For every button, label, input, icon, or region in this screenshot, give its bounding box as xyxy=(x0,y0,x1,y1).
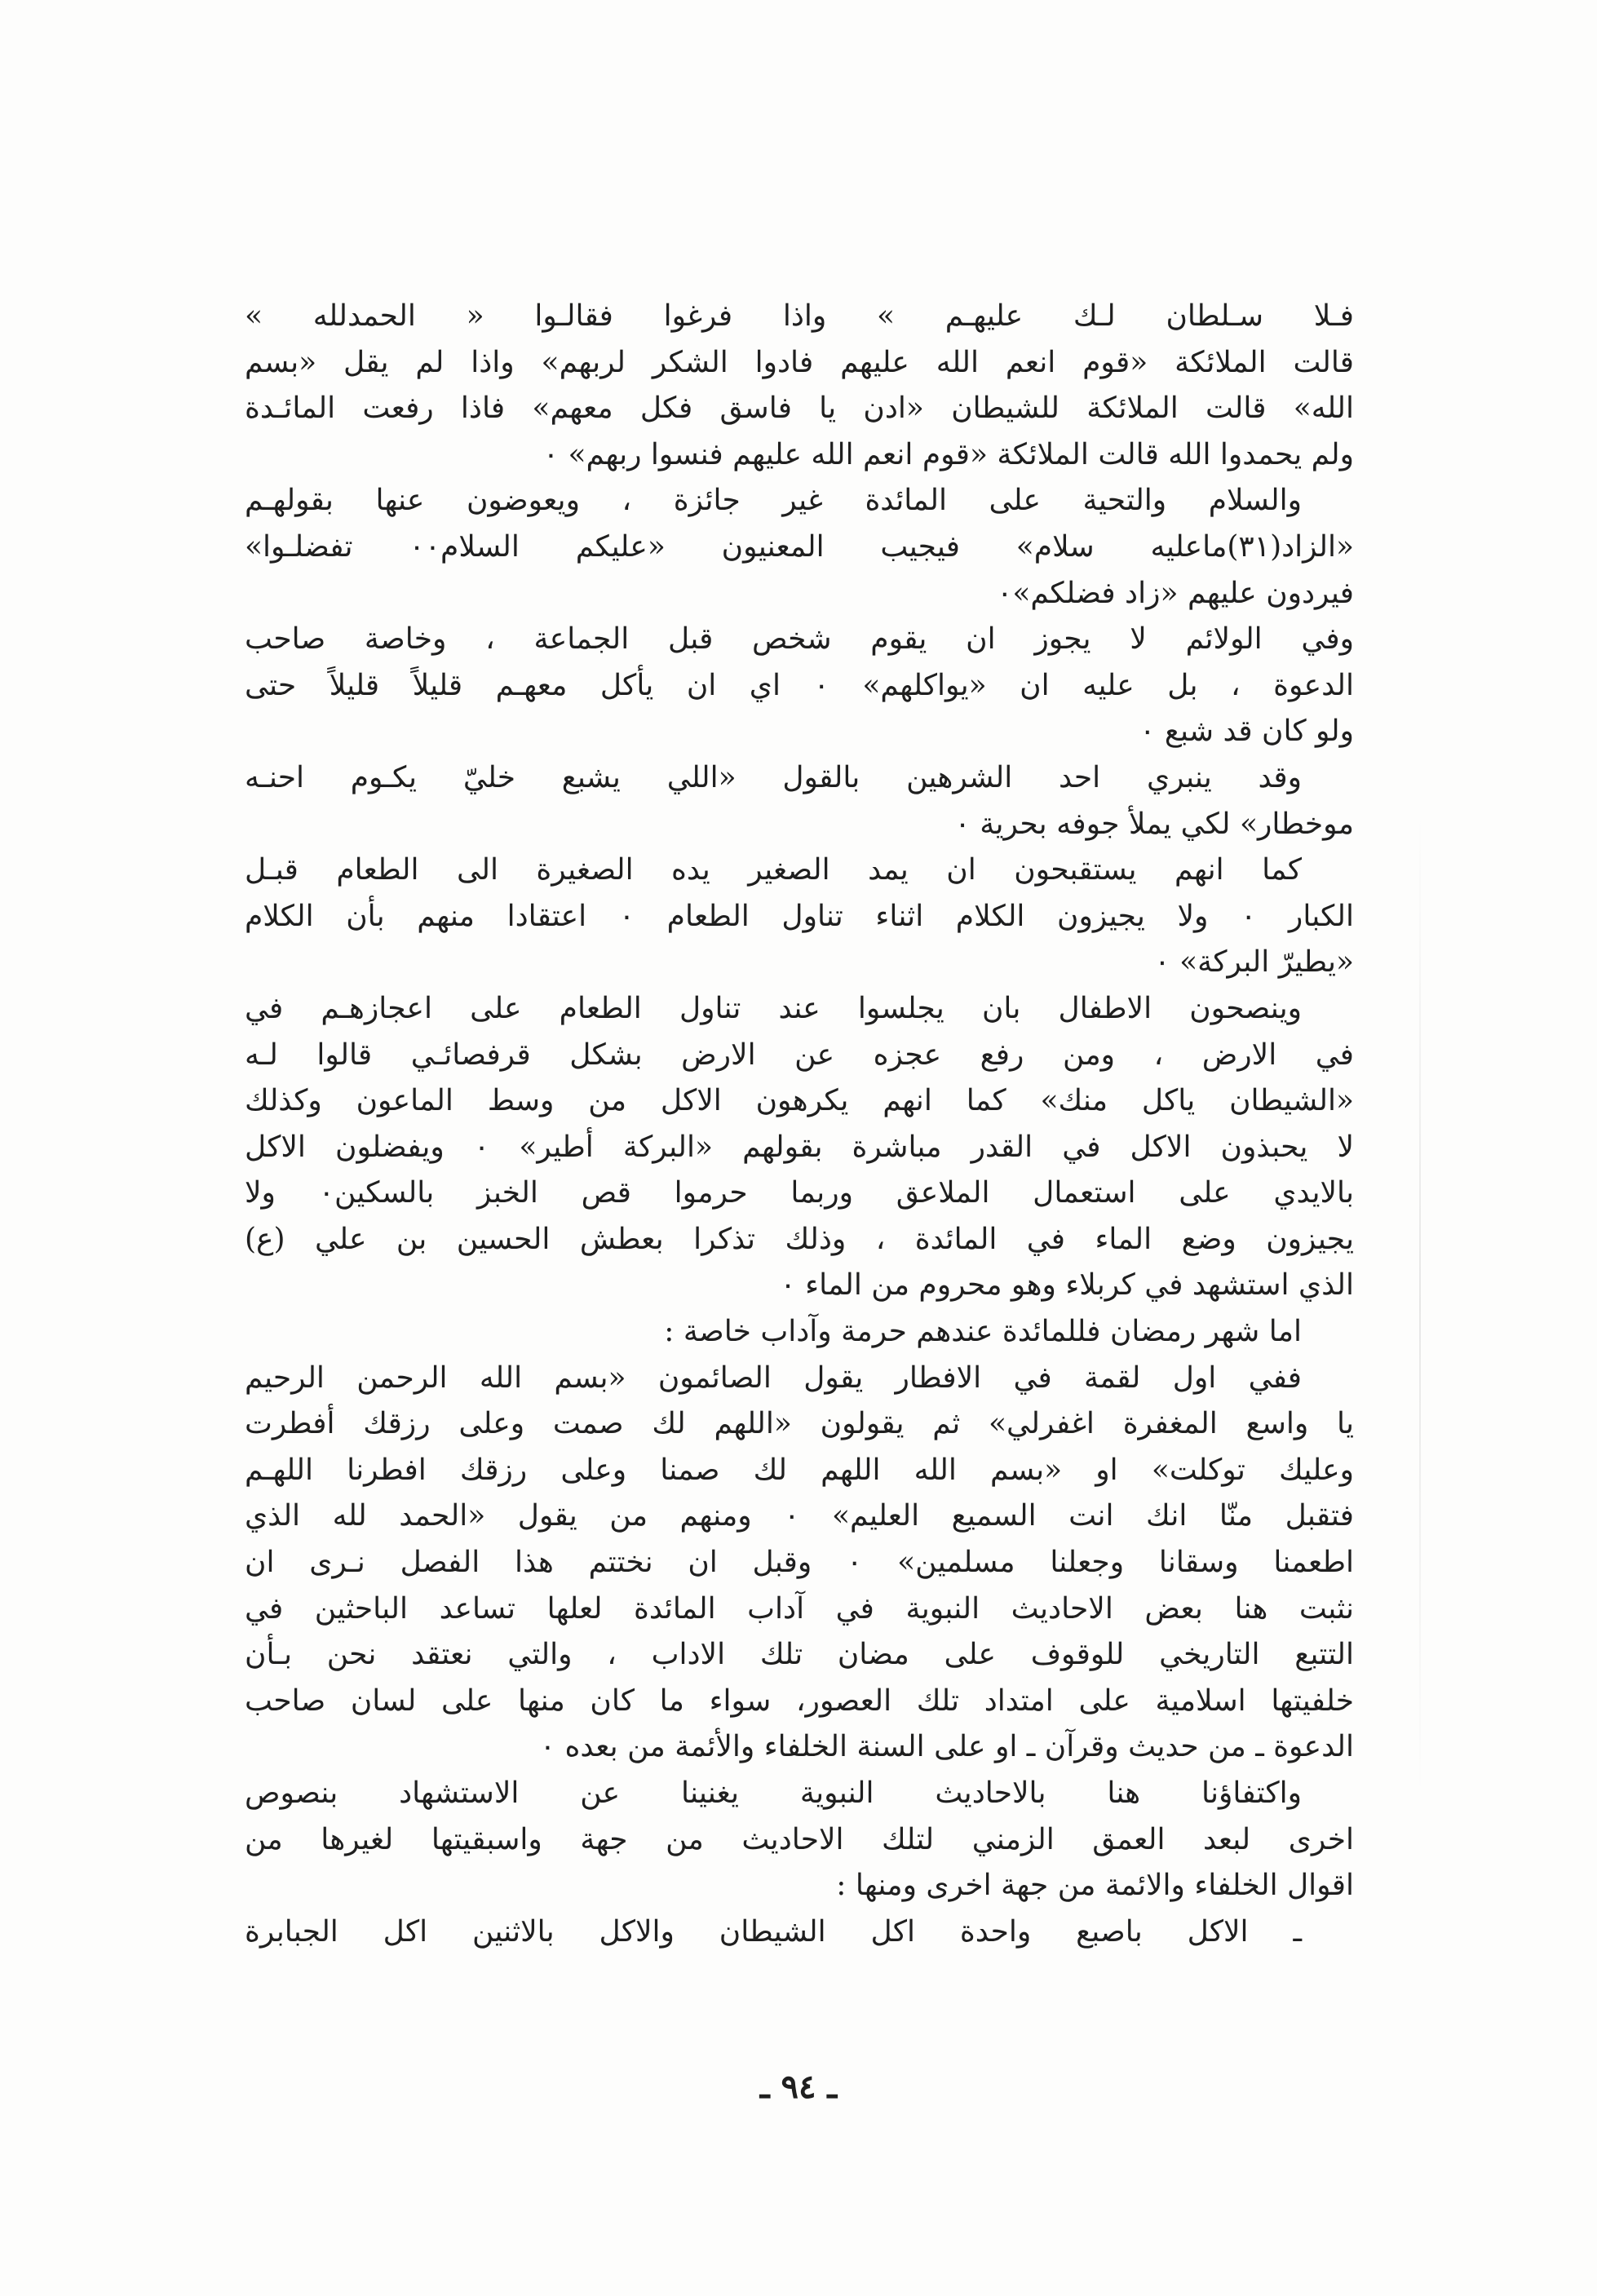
text-line-3: الله» قالت الملائكة للشيطان «ادن يا فاسق فكل معهم» فاذا رفعت المائـدة xyxy=(245,392,1354,426)
text-line-14: الكبار ٠ ولا يجيزون الكلام اثناء تناول الطعام ٠ اعتقادا منهم بأن الكلام xyxy=(245,899,1354,933)
text-line-8: وفي الولائم لا يجوز ان يقوم شخص قبل الجماعة ، وخاصة صاحب xyxy=(245,622,1354,657)
text-line-17: في الارض ، ومن رفع عجزه عن الارض بشكل قرفصائـي قالوا لـه xyxy=(245,1037,1354,1072)
text-line-36: ـ الاكل باصبع واحدة اكل الشيطان والاكل بالاثنين اكل الجبابرة xyxy=(245,1914,1302,1949)
text-line-23: اما شهر رمضان فللمائدة عندهم حرمة وآداب خاصة : xyxy=(664,1315,1302,1349)
text-line-32: الدعوة ـ من حديث وقرآن ـ او على السنة الخلفاء والأئمة من بعده ٠ xyxy=(539,1730,1354,1764)
text-line-27: فتقبل منّا انك انت السميع العليم» ٠ ومنهم من يقول «الحمد لله الذي xyxy=(245,1499,1354,1533)
text-line-6: «الزاد(٣١)ماعليه سلام» فيجيب المعنيون «عليكم السلام٠٠ تفضلـوا» xyxy=(245,529,1354,564)
text-line-34: اخرى لبعد العمق الزمني لتلك الاحاديث من جهة واسبقيتها لغيرها من xyxy=(245,1822,1354,1856)
text-line-7: فيردون عليهم «زاد فضلكم»٠ xyxy=(997,576,1354,610)
text-line-5: والسلام والتحية على المائدة غير جائزة ، ويعوضون عنها بقولهـم xyxy=(245,484,1302,518)
text-line-19: لا يحبذون الاكل في القدر مباشرة بقولهم «البركة أطير» ٠ ويفضلون الاكل xyxy=(245,1130,1354,1164)
text-line-16: وينصحون الاطفال بان يجلسوا عند تناول الطعام على اعجازهـم في xyxy=(245,991,1302,1025)
text-line-26: وعليك توكلت» او «بسم الله اللهم لك صمنا وعلى رزقك افطرنا اللهـم xyxy=(245,1453,1354,1487)
page-number: ـ ٩٤ ـ xyxy=(759,2068,838,2106)
text-line-13: كما انهم يستقبحون ان يمد الصغير يده الصغيرة الى الطعام قبـل xyxy=(245,853,1302,887)
text-line-31: خلفيتها اسلامية على امتداد تلك العصور، سواء ما كان منها على لسان صاحب xyxy=(245,1683,1354,1718)
body-text xyxy=(245,294,1354,1955)
text-line-9: الدعوة ، بل عليه ان «يواكلهم» ٠ اي ان يأكل معهـم قليلاً قليلاً حتى xyxy=(245,668,1354,702)
text-line-1: فـلا سـلطان لـك عليهـم » واذا فرغوا فقالـوا « الحمدلله » xyxy=(245,299,1354,333)
scan-margin-shadow xyxy=(1419,816,1421,1794)
text-line-25: يا واسع المغفرة اغفرلي» ثم يقولون «اللهم لك صمت وعلى رزقك أفطرت xyxy=(245,1407,1354,1441)
text-line-10: ولو كان قد شبع ٠ xyxy=(1139,714,1354,749)
text-line-22: الذي استشهد في كربلاء وهو محروم من الماء ٠ xyxy=(780,1268,1354,1303)
text-line-24: ففي اول لقمة في الافطار يقول الصائمون «بسم الله الرحمن الرحيم xyxy=(245,1360,1302,1395)
text-line-21: يجيزون وضع الماء في المائدة ، وذلك تذكرا بعطش الحسين بن علي (ع) xyxy=(245,1222,1354,1256)
text-line-15: «يطيرّ البركة» ٠ xyxy=(1154,945,1354,980)
text-line-28: اطعمنا وسقانا وجعلنا مسلمين» ٠ وقبل ان نختتم هذا الفصل نـرى ان xyxy=(245,1546,1354,1580)
text-line-29: نثبت هنا بعض الاحاديث النبوية في آداب المائدة لعلها تساعد الباحثين في xyxy=(245,1591,1354,1626)
text-line-18: «الشيطان ياكل منك» كما انهم يكرهون الاكل من وسط الماعون وكذلك xyxy=(245,1084,1354,1118)
text-line-2: قالت الملائكة «قوم انعم الله عليهم فادوا الشكر لربهم» واذا لم يقل «بسم xyxy=(245,345,1354,379)
text-line-4: ولم يحمدوا الله قالت الملائكة «قوم انعم الله عليهم فنسوا ربهم» ٠ xyxy=(542,437,1354,471)
text-line-35: اقوال الخلفاء والائمة من جهة اخرى ومنها : xyxy=(836,1869,1354,1903)
text-line-20: بالايدي على استعمال الملاعق وربما حرموا قص الخبز بالسكين٠ ولا xyxy=(245,1176,1354,1210)
text-line-33: واكتفاؤنا هنا بالاحاديث النبوية يغنينا عن الاستشهاد بنصوص xyxy=(245,1776,1302,1810)
text-line-12: موخطار» لكي يملأ جوفه بحرية ٠ xyxy=(954,807,1354,841)
text-line-30: التتبع التاريخي للوقوف على مضان تلك الاداب ، والتي نعتقد نحن بـأن xyxy=(245,1638,1354,1672)
text-line-11: وقد ينبري احد الشرهين بالقول «اللي يشبع خليّ يكـوم احنـه xyxy=(245,760,1302,794)
